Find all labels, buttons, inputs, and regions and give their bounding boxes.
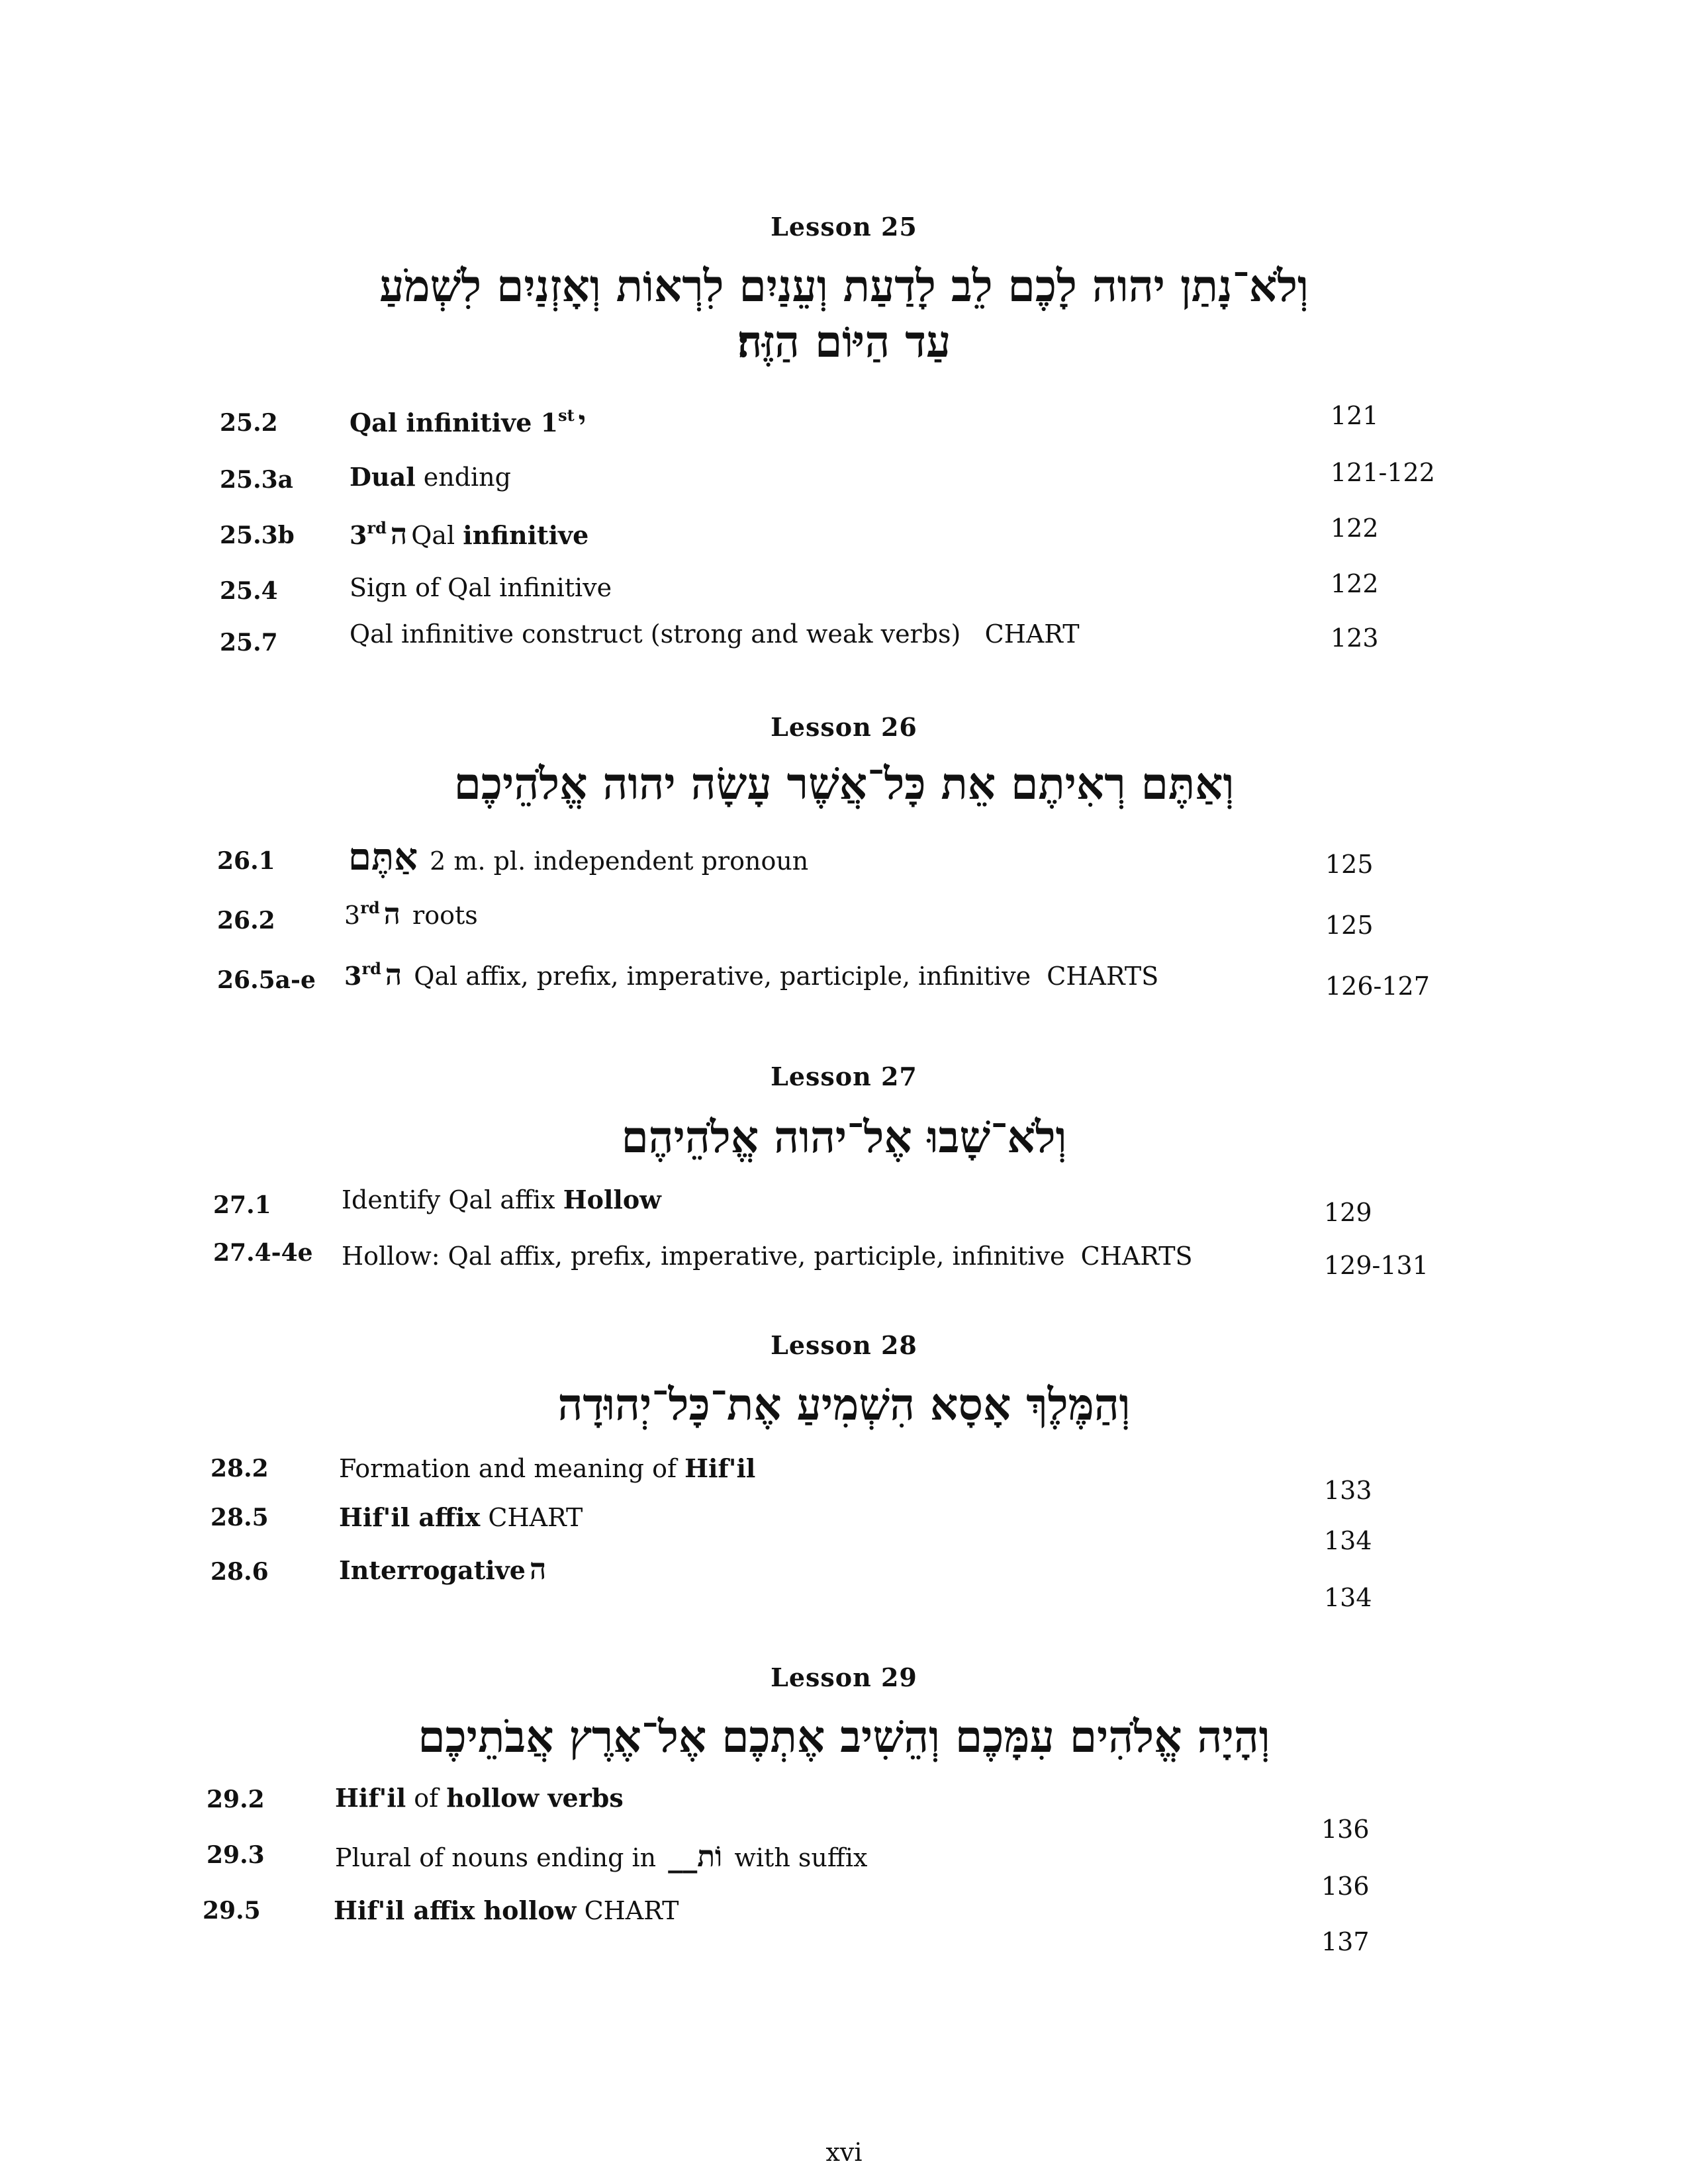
- page-reference: 134: [1324, 1526, 1372, 1555]
- section-number: 25.7: [220, 629, 278, 657]
- section-number: 28.5: [211, 1504, 269, 1531]
- section-number: 26.1: [217, 847, 275, 875]
- lesson-28-title: Lesson 28: [771, 1330, 917, 1360]
- lesson-29-hebrew-line-1: וְהָיָה אֱלֹהִים עִמָּכֶם וְהֵשִׁיב אֶתְכֶם אֶל־אֶרֶץ אֲבֹתֵיכֶם: [418, 1711, 1270, 1762]
- section-description: 3rd ה roots: [344, 897, 478, 931]
- section-number: 25.3a: [220, 466, 294, 494]
- lesson-25-hebrew-line-2: עַד הַיּוֹם הַזֶּה׃: [737, 316, 951, 367]
- page-reference: 125: [1325, 850, 1374, 879]
- section-description: Hif'il affix CHART: [339, 1502, 583, 1532]
- section-number: 25.4: [220, 577, 278, 605]
- section-number: 25.3b: [220, 522, 295, 549]
- page-folio: xvi: [825, 2138, 863, 2167]
- section-description: Hollow: Qal affix, prefix, imperative, participle, infinitive CHARTS: [342, 1242, 1193, 1271]
- page-reference: 134: [1324, 1583, 1372, 1612]
- page-reference: 123: [1331, 623, 1379, 653]
- page-reference: 133: [1324, 1476, 1372, 1505]
- section-number: 29.2: [207, 1786, 265, 1813]
- section-description: Sign of Qal infinitive: [350, 573, 612, 602]
- section-description: Plural of nouns ending in וֹת__ with suffix: [335, 1840, 868, 1874]
- section-description: Qal infinitive construct (strong and weak verbs) CHART: [350, 619, 1080, 649]
- page-reference: 121: [1331, 401, 1379, 430]
- section-number: 26.2: [217, 907, 275, 934]
- lesson-27-title: Lesson 27: [771, 1062, 917, 1091]
- section-description: Qal infinitive 1st י: [350, 405, 586, 439]
- section-description: אַתֶּם 2 m. pl. independent pronoun: [348, 835, 809, 879]
- section-description: 3rd ה Qal affix, prefix, imperative, participle, infinitive CHARTS: [344, 958, 1159, 992]
- section-description: Identify Qal affix Hollow: [342, 1185, 661, 1214]
- page-reference: 125: [1325, 911, 1374, 940]
- page-reference: 136: [1321, 1815, 1370, 1844]
- section-number: 27.4-4e: [213, 1239, 313, 1267]
- lesson-29-title: Lesson 29: [771, 1662, 917, 1692]
- page-reference: 129-131: [1324, 1251, 1429, 1280]
- section-description: Hif'il of hollow verbs: [335, 1783, 624, 1813]
- page-reference: 136: [1321, 1872, 1370, 1901]
- lesson-26-title: Lesson 26: [771, 712, 917, 742]
- page-reference: 121-122: [1331, 458, 1435, 487]
- section-number: 26.5a-e: [217, 966, 316, 994]
- lesson-25-hebrew-line-1: וְלֹא־נָתַן יהוה לָכֶם לֵב לָדַעַת וְעֵנַיִם לִרְאוֹת וְאָזְנַיִם לִשְׁמֹעַ: [379, 260, 1309, 312]
- page-reference: 126-127: [1325, 972, 1430, 1001]
- lesson-25-title: Lesson 25: [771, 212, 917, 242]
- page-reference: 122: [1331, 514, 1379, 543]
- section-number: 25.2: [220, 409, 278, 437]
- page-reference: 122: [1331, 569, 1379, 598]
- section-description: Dual ending: [350, 462, 511, 492]
- section-number: 29.5: [203, 1897, 261, 1925]
- section-description: 3rd ה Qal infinitive: [350, 518, 589, 551]
- section-description: Formation and meaning of Hif'il: [339, 1453, 756, 1483]
- page-reference: 129: [1324, 1198, 1372, 1227]
- section-number: 28.2: [211, 1455, 269, 1482]
- section-number: 29.3: [207, 1841, 265, 1869]
- section-description: Hif'il affix hollow CHART: [334, 1895, 679, 1925]
- lesson-26-hebrew-line-1: וְאַתֶּם רְאִיתֶם אֵת כָּל־אֲשֶׁר עָשָׂה יהוה אֱלֹהֵיכֶם: [453, 758, 1235, 809]
- section-description: Interrogative ה: [339, 1553, 547, 1586]
- lesson-27-hebrew-line-1: וְלֹא־שָׁבוּ אֶל־יהוה אֱלֹהֵיהֶם: [621, 1111, 1067, 1163]
- lesson-28-hebrew-line-1: וְהַמֶּלֶךְ אָסָא הִשְׁמִיעַ אֶת־כָּל־יְהוּדָה: [557, 1379, 1131, 1430]
- page-reference: 137: [1321, 1927, 1370, 1956]
- section-number: 27.1: [213, 1191, 271, 1219]
- section-number: 28.6: [211, 1558, 269, 1586]
